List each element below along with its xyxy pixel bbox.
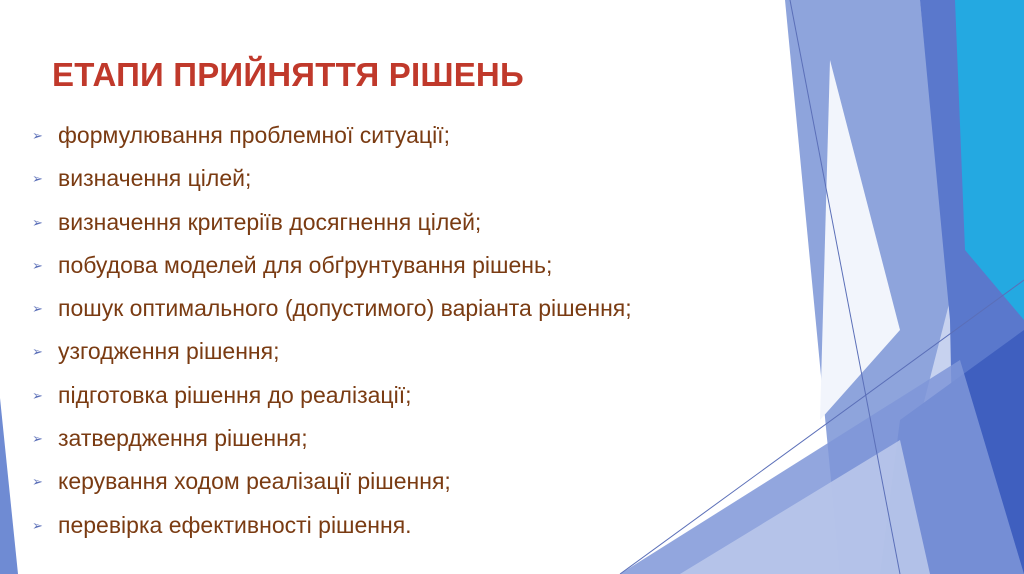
list-item-text: перевірка ефективності рішення.	[58, 511, 412, 538]
list-item-text: затвердження рішення;	[58, 425, 308, 452]
list-item-text: керування ходом реалізації рішення;	[58, 468, 451, 495]
arrow-bullet-icon: ➢	[32, 301, 43, 317]
list-item-text: формулювання проблемної ситуації;	[58, 122, 450, 148]
left-edge-shape	[0, 398, 18, 574]
list-item-text: узгодження рішення;	[58, 338, 280, 365]
arrow-bullet-icon: ➢	[32, 344, 43, 360]
list-item-text: пошук оптимального (допустимого) варіанта рішення;	[58, 295, 632, 322]
list-item-text: побудова моделей для обґрунтування рішень;	[58, 251, 553, 278]
list-item-text: підготовка рішення до реалізації;	[58, 381, 412, 408]
arrow-bullet-icon: ➢	[32, 128, 43, 143]
arrow-bullet-icon: ➢	[32, 387, 43, 403]
arrow-bullet-icon: ➢	[32, 171, 43, 187]
list-item-text: визначення критеріїв досягнення цілей;	[58, 208, 482, 235]
arrow-bullet-icon: ➢	[32, 214, 43, 230]
arrow-bullet-icon: ➢	[32, 431, 43, 447]
arrow-bullet-icon: ➢	[32, 257, 43, 273]
slide-title: ЕТАПИ ПРИЙНЯТТЯ РІШЕНЬ	[52, 56, 524, 93]
arrow-bullet-icon: ➢	[32, 517, 43, 533]
list-item-text: визначення цілей;	[58, 165, 252, 192]
arrow-bullet-icon: ➢	[32, 474, 43, 490]
